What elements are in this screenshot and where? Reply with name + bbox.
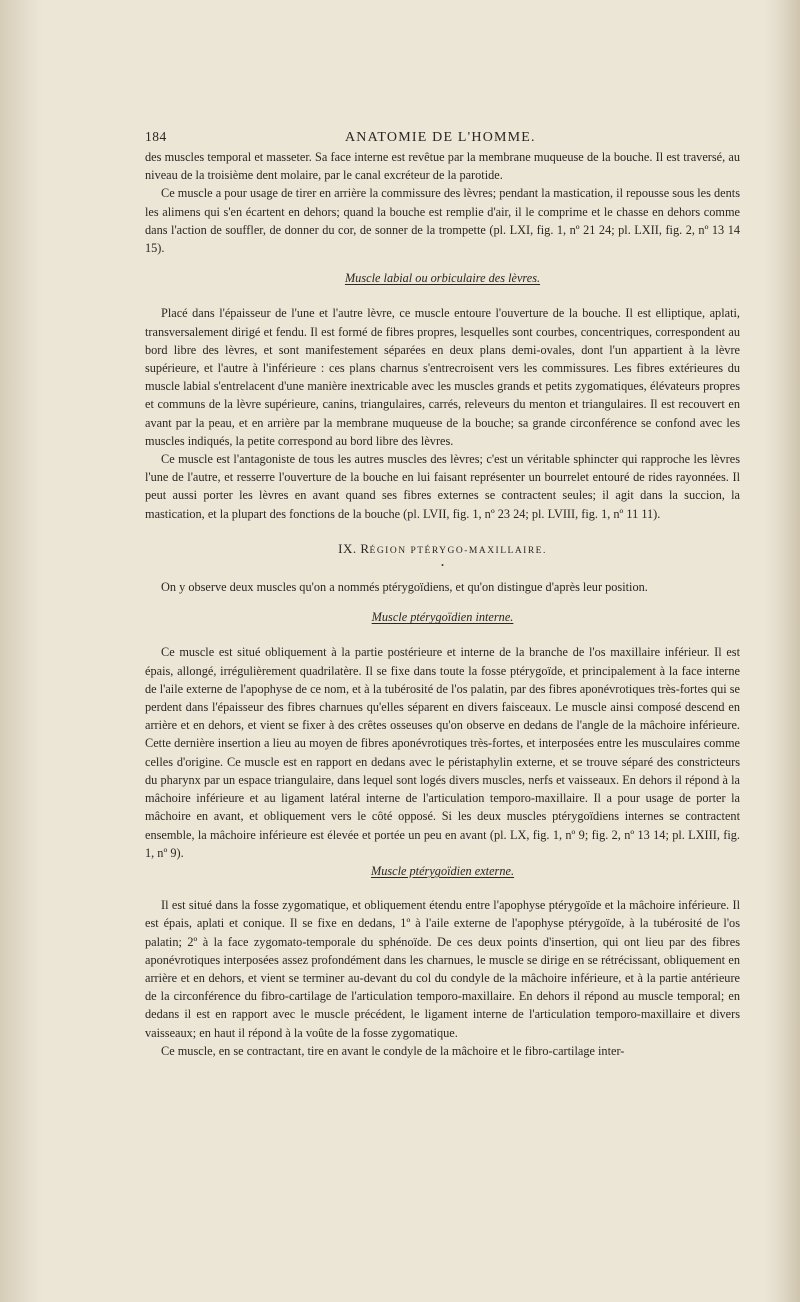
section-title-labial: Muscle labial ou orbiculaire des lèvres. <box>344 271 541 286</box>
paragraph-3: Placé dans l'épaisseur de l'une et l'autre lèvre, ce muscle entoure l'ouverture de la bouche. Il est elliptique, aplati, transversalement dirigé et fendu. Il est formé de fibres propres, lesquelles sont courbes, concentriques, correspondent au bord libre des lèvres, et sont manifestement séparées en deux plans demi-ovales, dont l'un appartient à la lèvre supérieure, et l'autre à l'inférieure : ces plans charnus s'entrecroisent vers les commissures. Les fibres extérieures du muscle labial s'entrelacent d'une manière inextricable avec les muscles grands et petits zygomatiques, élévateurs propres et communs de la lèvre supérieure, canins, triangulaires, carrés, releveurs du menton et triangulaires. Il est recouvert en avant par la peau, et en arrière par la membrane muqueuse de la bouche; sa grande circonférence se confond avec les muscles indiqués, la petite correspond au bord libre des lèvres. <box>145 306 740 448</box>
page-number: 184 <box>145 129 167 144</box>
page-content <box>145 128 740 1060</box>
section-title-pterygoid-internal: Muscle ptérygoïdien interne. <box>371 610 514 625</box>
paragraph-7: Il est situé dans la fosse zygomatique, et obliquement étendu entre l'apophyse ptérygoïde et la mâchoire inférieure. Il est épais, aplati et conique. Il se fixe en dedans, 1º à l'aile externe de l'apophyse ptérygoïde, à la tubérosité de l'os palatin; 2º à la face zygomato-temporale du sphénoïde. De ces deux points d'insertion, qui ont lieu par des fibres aponévrotiques interposées assez profondément dans les charnues, le muscle se dirige en se rétrécissant, obliquement en arrière et en dehors, et vient se terminer au-devant du col du condyle de la mâchoire inférieure, et à la partie antérieure de la circonférence du fibro-cartilage de l'articulation temporo-maxillaire. En dehors il répond au muscle temporal; en dedans il est en rapport avec le muscle précédent, le ligament interne de l'articulation temporo-maxillaire et divers vaisseaux; en haut il répond à la voûte de la fosse zygomatique. <box>145 898 740 1040</box>
paragraph-6: Ce muscle est situé obliquement à la partie postérieure et interne de la branche de l'os maxillaire inférieur. Il est épais, allongé, irrégulièrement quadrilatère. Il se fixe dans toute la fosse ptérygoïde, et principalement à la face interne de l'aile externe de l'apophyse de ce nom, et à la tubérosité de l'os palatin, par des fibres aponévrotiques très-fortes qui se perdent dans l'épaisseur des fibres charnues qu'elles séparent en divers faisceaux. Le muscle ainsi composé descend en arrière et en dehors, et vient se fixer à des crêtes osseuses qu'on observe en dedans de l'angle de la mâchoire inférieure. Cette dernière insertion a lieu au moyen de fibres aponévrotiques très-fortes, et interposées entre les musculaires comme celles d'origine. Ce muscle est en rapport en dedans avec le péristaphylin externe, et se trouve séparé des constricteurs du pharynx par un espace triangulaire, dans lequel sont logés divers muscles, nerfs et vaisseaux. En dehors il répond à la mâchoire inférieure et au ligament latéral interne de l'articulation temporo-maxillaire. Il a pour usage de porter la mâchoire en avant, et obliquement vers le côté opposé. Si les deux muscles ptérygoïdiens internes se contractent ensemble, la mâchoire inférieure est élevée et portée un peu en avant (pl. LX, fig. 1, nº 9; fig. 2, nº 13 14; pl. LXIII, fig. 1, nº 9). <box>145 645 740 860</box>
running-head: ANATOMIE DE L'HOMME. <box>345 130 536 145</box>
paragraph-5: On y observe deux muscles qu'on a nommés ptérygoïdiens, et qu'on distingue d'après leur position. <box>161 580 648 595</box>
ornament-dot: • <box>441 561 444 571</box>
section-title-pterygoid-external: Muscle ptérygoïdien externe. <box>370 863 515 878</box>
region-title-rest: ÉGION PTÉRYGO-MAXILLAIRE. <box>369 545 547 556</box>
page-edge-right <box>764 0 800 1302</box>
page-edge-left <box>0 0 42 1302</box>
region-title <box>145 540 740 560</box>
region-title-numeral: IX. R <box>338 540 370 556</box>
paragraph-1: des muscles temporal et masseter. Sa face interne est revêtue par la membrane muqueuse de la bouche. Il est traversé, au niveau de la troisième dent molaire, par le canal excréteur de la parotide. <box>145 150 740 183</box>
paragraph-2: Ce muscle a pour usage de tirer en arrière la commissure des lèvres; pendant la mastication, il repousse sous les dents les alimens qui s'en écartent en dehors; quand la bouche est remplie d'air, il le comprime et le chasse en dehors comme dans l'action de souffler, de donner du cor, de sonner de la trompette (pl. LXI, fig. 1, nº 21 24; pl. LXII, fig. 2, nº 13 14 15). <box>145 186 740 256</box>
paragraph-4: Ce muscle est l'antagoniste de tous les autres muscles des lèvres; c'est un véritable sphincter qui rapproche les lèvres l'une de l'autre, et resserre l'ouverture de la bouche en lui faisant représenter un bourrelet entouré de rides rayonnées. Il peut aussi porter les lèvres en avant quand ses fibres externes se contractent seules; il agit dans la succion, la mastication, et la plupart des fonctions de la bouche (pl. LVII, fig. 1, nº 23 24; pl. LVIII, fig. 1, nº 11 11). <box>145 452 740 521</box>
page-header <box>145 128 740 148</box>
paragraph-8: Ce muscle, en se contractant, tire en avant le condyle de la mâchoire et le fibro-cartilage inter- <box>161 1043 625 1058</box>
